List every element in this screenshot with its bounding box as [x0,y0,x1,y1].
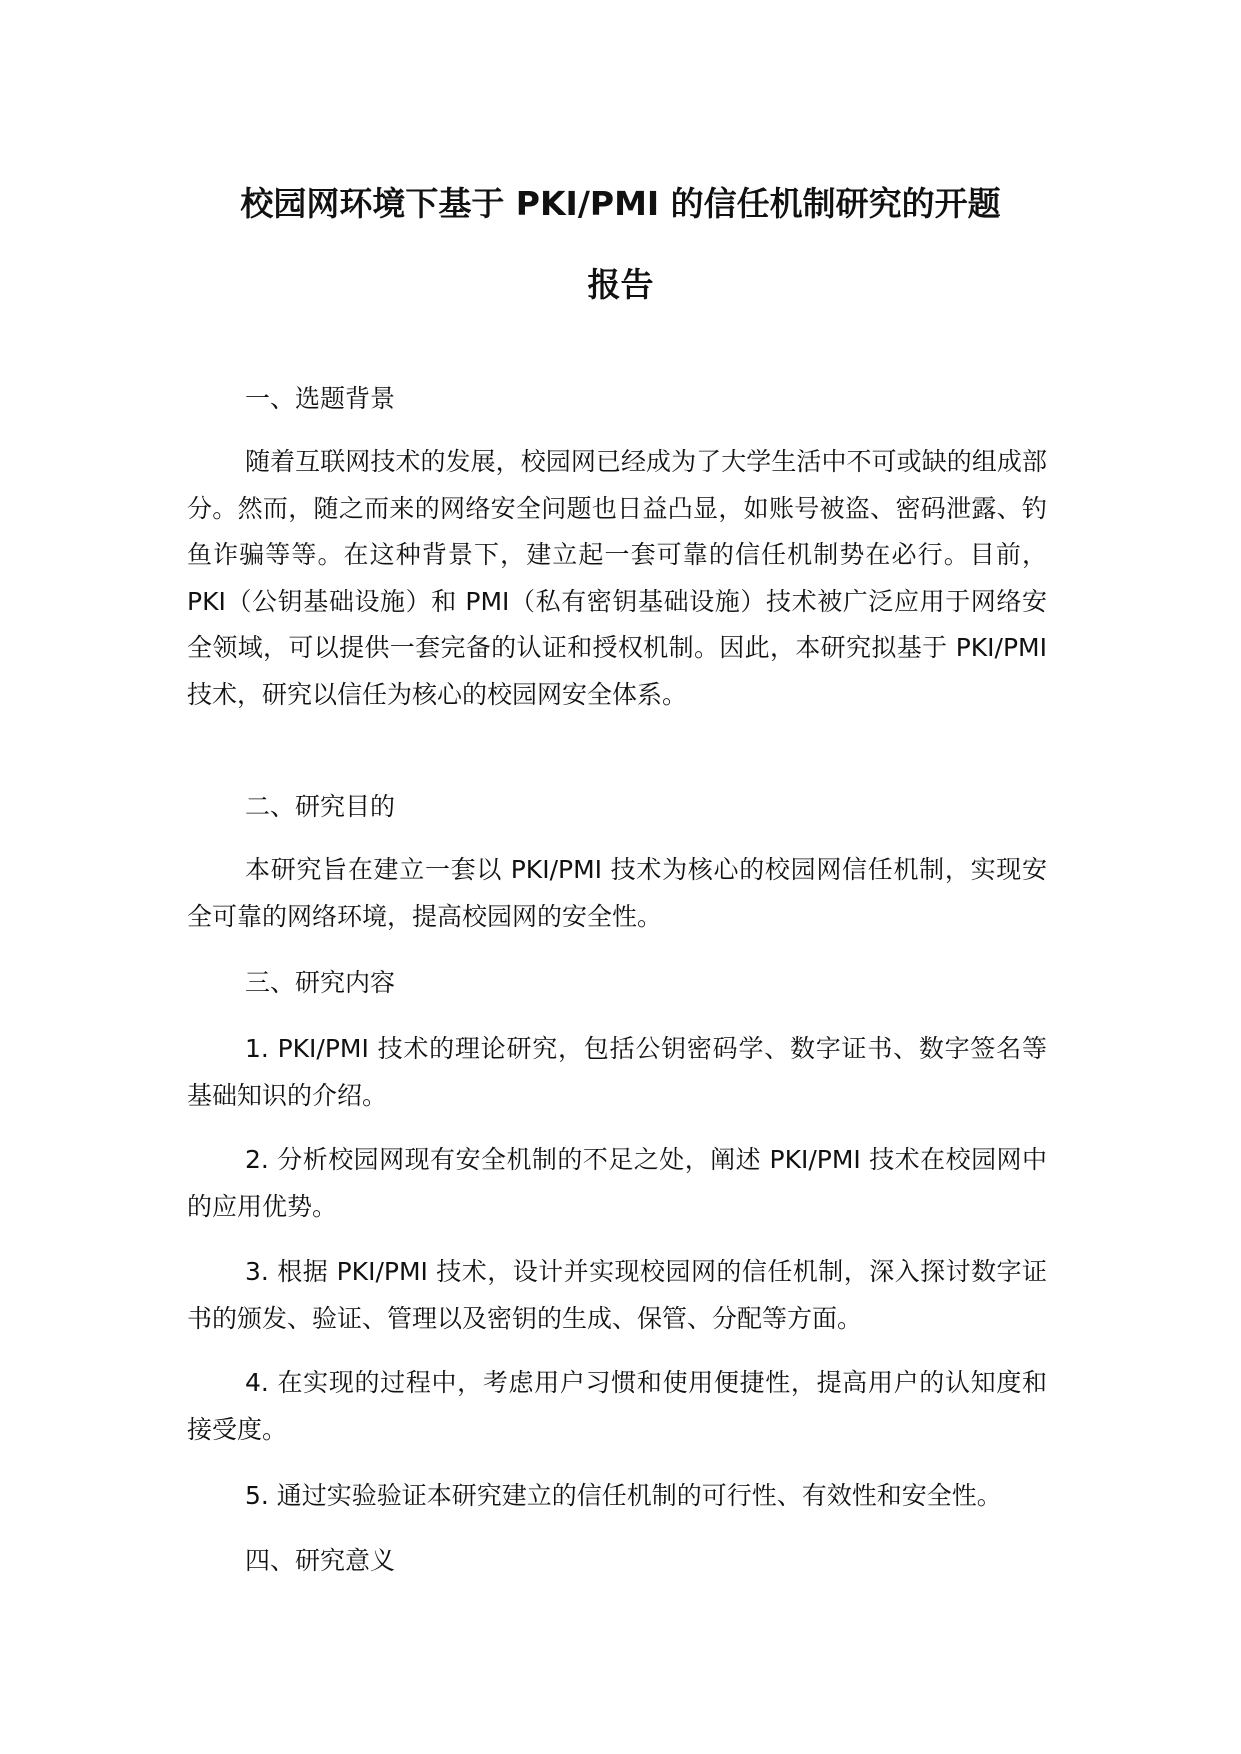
list-item-4 [187,1360,1047,1453]
list-item-text: 2. 分析校园网现有安全机制的不足之处，阐述 PKI/PMI 技术在校园网中的应用优势。 [187,1145,1047,1221]
list-item-text: 4. 在实现的过程中，考虑用户习惯和使用便捷性，提高用户的认知度和接受度。 [187,1368,1047,1444]
section-heading-content [187,960,1047,1007]
section-heading-background [187,376,1047,423]
section-heading-significance [187,1538,1047,1585]
section-heading-text: 二、研究目的 [245,792,396,821]
section-paragraph-background [187,439,1047,718]
list-item-1 [187,1026,1047,1119]
document-title-line-2: 报告 [587,265,654,304]
section-heading-text: 一、选题背景 [245,384,396,413]
list-item-text: 5. 通过实验验证本研究建立的信任机制的可行性、有效性和安全性。 [245,1481,1002,1510]
list-item-3 [187,1249,1047,1342]
list-item-2 [187,1137,1047,1230]
paragraph-text: 本研究旨在建立一套以 PKI/PMI 技术为核心的校园网信任机制，实现安全可靠的网络环境，提高校园网的安全性。 [187,855,1047,931]
section-heading-purpose [187,784,1047,831]
list-item-text: 3. 根据 PKI/PMI 技术，设计并实现校园网的信任机制，深入探讨数字证书的颁发、验证、管理以及密钥的生成、保管、分配等方面。 [187,1257,1047,1333]
list-item-text: 1. PKI/PMI 技术的理论研究，包括公钥密码学、数字证书、数字签名等基础知识的介绍。 [187,1034,1047,1110]
section-heading-text: 四、研究意义 [245,1546,396,1575]
document-title-line-1: 校园网环境下基于 PKI/PMI 的信任机制研究的开题 [240,184,1001,223]
list-item-5 [187,1473,1047,1520]
paragraph-text: 随着互联网技术的发展，校园网已经成为了大学生活中不可或缺的组成部分。然而，随之而来的网络安全问题也日益凸显，如账号被盗、密码泄露、钓鱼诈骗等等。在这种背景下，建立起一套可靠的信任机制势在必行。目前，PKI（公钥基础设施）和 PMI（私有密钥基础设施）技术被广泛应用于网络安全领域，可以提供一套完备的认证和授权机制。因此，本研究拟基于 PKI/PMI 技术，研究以信任为核心的校园网安全体系。 [187,447,1047,709]
section-heading-text: 三、研究内容 [245,968,396,997]
section-paragraph-purpose [187,847,1047,940]
